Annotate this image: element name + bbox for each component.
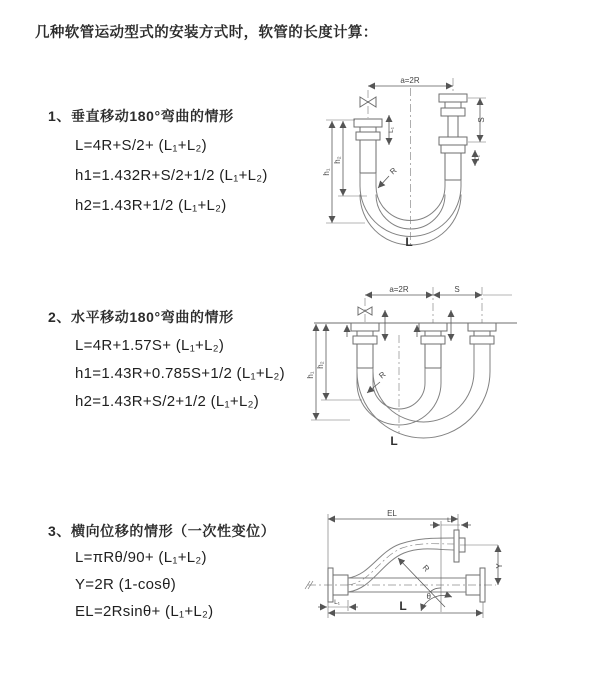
- section-1-formula-l: L=4R+S/2+ (L₁+L₂): [75, 137, 207, 154]
- valve-icon: [360, 97, 376, 107]
- dim-label-h2: h₂: [333, 156, 342, 164]
- dim-label-el: EL: [387, 509, 397, 518]
- dim-label-span: a=2R: [400, 76, 420, 85]
- page-title: 几种软管运动型式的安装方式时，软管的长度计算：: [35, 25, 378, 41]
- dim-label-h1: h₁: [306, 371, 315, 379]
- section-3-formula-y: Y=2R (1-cosθ): [75, 576, 177, 593]
- centerlines: [305, 581, 496, 589]
- section-2-formula-h1: h1=1.43R+0.785S+1/2 (L₁+L₂): [75, 365, 285, 382]
- centerlines: [368, 78, 453, 248]
- section-2-heading: 2、水平移动180°弯曲的情形: [48, 309, 234, 325]
- valve-icon: [358, 307, 372, 315]
- dim-label-r: R: [420, 563, 432, 574]
- upper-right-flange-assembly: [454, 530, 465, 562]
- left-flange-assembly: [351, 323, 379, 368]
- section-1-formula-h2: h2=1.43R+1/2 (L₁+L₂): [75, 197, 227, 214]
- dimension-lines: [318, 514, 498, 618]
- dim-label-span: a=2R: [389, 285, 409, 294]
- dim-label-theta: θ: [426, 592, 431, 601]
- diagram-lateral-displacement: [300, 500, 515, 650]
- right-flange-assembly: [468, 323, 496, 344]
- dim-label-r: R: [377, 369, 388, 381]
- section-1-formula-h1: h1=1.432R+S/2+1/2 (L₁+L₂): [75, 167, 268, 184]
- dim-label-h2: h₂: [316, 361, 325, 369]
- centerlines: [365, 287, 482, 433]
- dim-label-l1-right: L₁: [474, 155, 481, 161]
- dim-label-l: L: [390, 434, 398, 448]
- dim-label-h1: h₁: [322, 168, 331, 176]
- dimension-lines: [326, 86, 486, 223]
- section-2-formula-h2: h2=1.43R+S/2+1/2 (L₁+L₂): [75, 393, 260, 410]
- section-3-heading: 3、横向位移的情形（一次性变位）: [48, 523, 276, 539]
- dim-label-l: L: [405, 235, 413, 249]
- diagram-horizontal-180-bend: [306, 283, 525, 451]
- dim-label-l1-bottom: L₁: [334, 599, 340, 606]
- section-3-formula-l: L=πRθ/90+ (L₁+L₂): [75, 549, 207, 566]
- section-1-heading: 1、垂直移动180°弯曲的情形: [48, 108, 234, 124]
- dim-label-l1-left: L₁: [388, 127, 395, 133]
- dim-label-r: R: [388, 165, 399, 177]
- right-flange-assembly: [439, 94, 467, 180]
- s-curve-hose-outline: [348, 538, 454, 592]
- diagram-vertical-180-bend: [305, 72, 535, 257]
- section-3-formula-el: EL=2Rsinθ+ (L₁+L₂): [75, 603, 214, 620]
- left-flange-assembly: [354, 119, 382, 173]
- dim-label-s: S: [454, 285, 460, 294]
- dim-label-l1-top: L₁: [447, 517, 453, 524]
- dimension-lines: [311, 295, 512, 420]
- dim-label-y: Y: [495, 563, 504, 569]
- section-2-formula-l: L=4R+1.57S+ (L₁+L₂): [75, 337, 225, 354]
- u-hose-outline: [357, 344, 490, 438]
- dim-label-s: S: [477, 117, 486, 123]
- dim-label-l: L: [399, 599, 407, 613]
- middle-flange-assembly: [419, 323, 447, 368]
